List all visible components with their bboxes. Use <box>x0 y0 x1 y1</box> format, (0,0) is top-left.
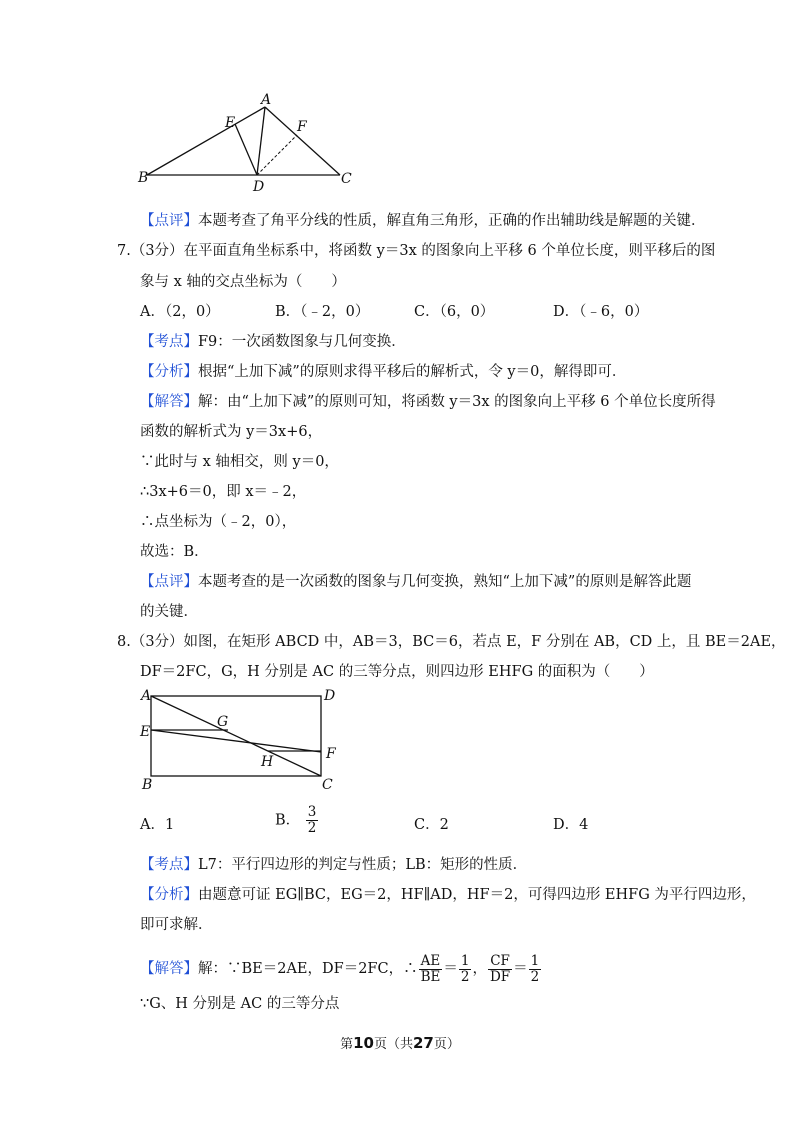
page-footer: 第10页（共27页） <box>340 1034 460 1052</box>
label-D: D <box>324 688 336 704</box>
q8-option-d: D．4 <box>553 817 589 833</box>
q7-jieda-2: 函数的解析式为 y＝3x+6， <box>140 424 323 440</box>
label-A: A <box>261 92 272 108</box>
fenxi-tag: 【分析】 <box>140 887 198 903</box>
q8-fenxi-1 <box>140 885 756 905</box>
kaodian-tag: 【考点】 <box>140 334 198 350</box>
review-text: 本题考查了角平分线的性质，解直角三角形，正确的作出辅助线是解题的关键． <box>198 213 706 229</box>
q8-stem-2: DF＝2FC，G，H 分别是 AC 的三等分点，则四边形 EHFG 的面积为（ ） <box>140 664 654 680</box>
kaodian-text: L7：平行四边形的判定与性质；LB：矩形的性质． <box>198 857 528 873</box>
review-tag: 【点评】 <box>140 574 198 590</box>
q8-stem-1: 8.（3分）如图，在矩形 ABCD 中，AB＝3，BC＝6，若点 E，F 分别在 AB，CD 上，且 BE＝2AE， <box>117 634 786 650</box>
q7-stem-2: 象与 x 轴的交点坐标为（ ） <box>140 274 346 290</box>
jieda-text: 解：∵BE＝2AE，DF＝2FC，∴ <box>198 961 418 977</box>
q7-option-d: D．（﹣6，0） <box>553 304 649 320</box>
q8-kaodian <box>140 855 527 875</box>
fenxi-tag: 【分析】 <box>140 364 198 380</box>
page-total: 27 <box>413 1034 434 1052</box>
review-text: 本题考查的是一次函数的图象与几何变换，熟知“上加下减”的原则是解答此题 <box>198 574 692 590</box>
label-C: C <box>322 777 333 793</box>
q7-jieda-3: ∵此时与 x 轴相交，则 y＝0， <box>140 454 339 470</box>
q7-option-c: C．（6，0） <box>414 304 495 320</box>
q7-jieda-4: ∴3x+6＝0，即 x＝﹣2， <box>140 484 307 500</box>
label-E: E <box>225 115 236 131</box>
q8-option-b <box>275 805 319 836</box>
label-G: G <box>217 714 229 730</box>
option-b-label: B． <box>275 812 301 829</box>
q7-option-b: B．（﹣2，0） <box>275 304 370 320</box>
q8-jieda: 【解答】解：∵BE＝2AE，DF＝2FC，∴ $\frac{AE}{BE}$ ＝ $\frac{1}{2}$ ， $\frac{CF}{DF}$ ＝ $\frac{1}{2}$ <box>140 952 540 985</box>
fenxi-text: 根据“上加下减”的原则求得平移后的解析式，令 y＝0，解得即可． <box>198 364 627 380</box>
q8-jieda-last: ∵G、H 分别是 AC 的三等分点 <box>140 996 340 1012</box>
kaodian-text: F9：一次函数图象与几何变换． <box>198 334 406 350</box>
kaodian-tag: 【考点】 <box>140 857 198 873</box>
q7-jieda-6: 故选：B． <box>140 544 209 560</box>
q7-stem-1: 7.（3分）在平面直角坐标系中，将函数 y＝3x 的图象向上平移 6 个单位长度，则平移后的图 <box>117 243 716 259</box>
label-B: B <box>142 777 153 793</box>
label-C: C <box>341 171 352 187</box>
fraction-1-2b: $\frac{1}{2}$ <box>530 952 540 985</box>
page-number: 10 <box>353 1034 374 1052</box>
q8-option-c: C．2 <box>414 817 449 833</box>
fraction-cf-df: $\frac{CF}{DF}$ <box>489 952 511 985</box>
q8-option-a: A．1 <box>140 817 175 833</box>
review-tag: 【点评】 <box>140 213 198 229</box>
label-E: E <box>140 724 151 740</box>
q7-option-a: A．（2，0） <box>140 304 220 320</box>
triangle-figure <box>135 90 360 195</box>
fraction-1-2: $\frac{1}{2}$ <box>460 952 470 985</box>
fraction-3-2: $\frac{3}{2}$ <box>307 804 317 836</box>
jieda-text: 解：由“上加下减”的原则可知，将函数 y＝3x 的图象向上平移 6 个单位长度所得 <box>198 394 716 410</box>
q7-kaodian <box>140 332 406 352</box>
jieda-tag: 【解答】 <box>140 961 198 977</box>
rectangle-figure <box>138 686 348 794</box>
label-F: F <box>297 119 307 135</box>
fenxi-text: 由题意可证 EG∥BC，EG＝2，HF∥AD，HF＝2，可得四边形 EHFG 为平行四边形， <box>198 887 756 903</box>
jieda-tag: 【解答】 <box>140 394 198 410</box>
label-D: D <box>253 179 265 195</box>
q7-jieda-5: ∴点坐标为（﹣2，0）， <box>140 514 297 530</box>
q7-jieda-1 <box>140 392 716 412</box>
label-F: F <box>326 746 336 762</box>
fraction-ae-be: $\frac{AE}{BE}$ <box>420 952 441 985</box>
q7-fenxi <box>140 362 626 382</box>
label-B: B <box>138 170 149 186</box>
label-H: H <box>261 754 274 770</box>
label-A: A <box>141 688 152 704</box>
q7-review-2: 的关键． <box>140 604 198 620</box>
q8-fenxi-2: 即可求解． <box>140 917 213 933</box>
review-6 <box>140 211 706 231</box>
q7-review-1 <box>140 572 691 592</box>
